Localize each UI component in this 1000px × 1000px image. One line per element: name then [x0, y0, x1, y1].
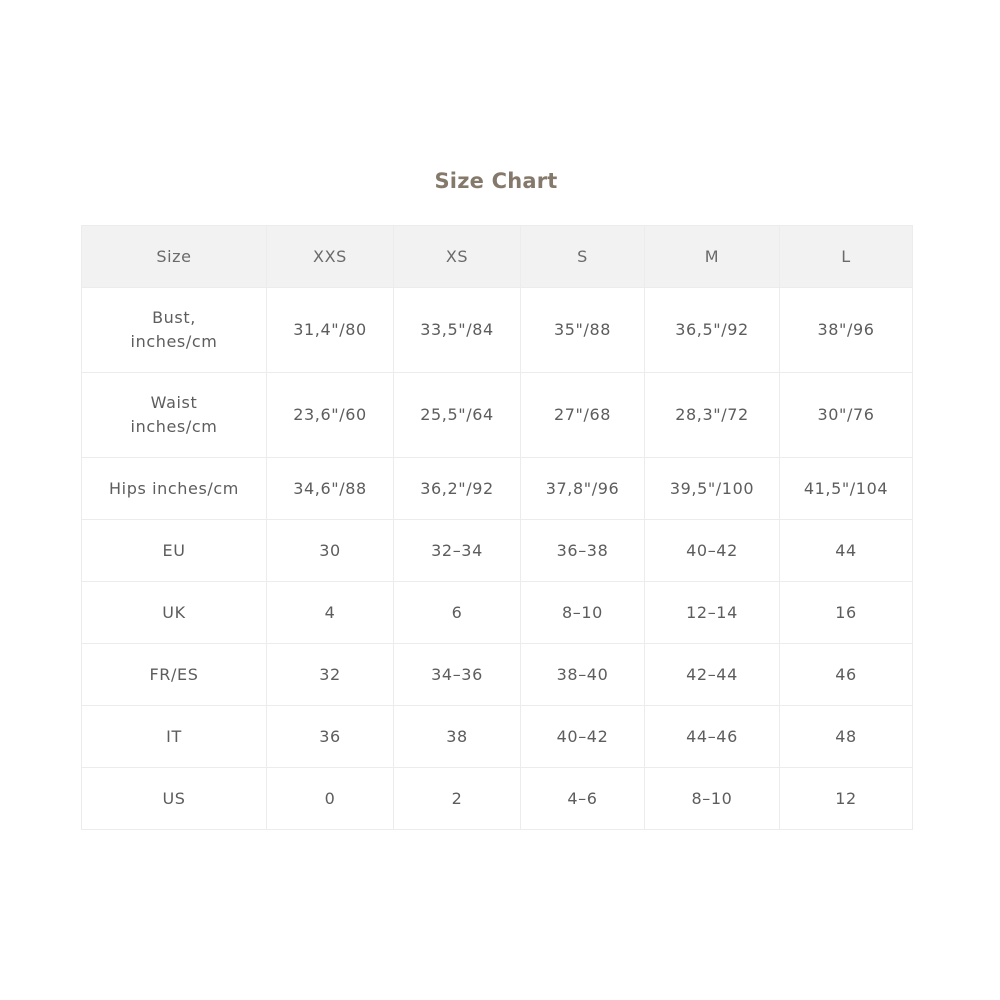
- table-cell: 36,2"/92: [394, 458, 521, 520]
- table-cell: 39,5"/100: [645, 458, 780, 520]
- table-cell: 36–38: [521, 520, 645, 582]
- table-row-hips: [82, 458, 913, 520]
- table-cell: 40–42: [521, 706, 645, 768]
- header-cell-s: S: [521, 226, 645, 288]
- row-label: [82, 582, 267, 644]
- size-chart-table: [81, 225, 913, 830]
- row-label: [82, 458, 267, 520]
- table-cell: 34,6"/88: [267, 458, 394, 520]
- header-cell-m: M: [645, 226, 780, 288]
- table-cell: 12–14: [645, 582, 780, 644]
- header-cell-size: Size: [82, 226, 267, 288]
- row-label-line: FR/ES: [149, 664, 199, 684]
- table-cell: 12: [780, 768, 913, 830]
- table-cell: 38"/96: [780, 288, 913, 373]
- row-label: [82, 373, 267, 458]
- table-cell: 33,5"/84: [394, 288, 521, 373]
- table-cell: 46: [780, 644, 913, 706]
- table-cell: 4: [267, 582, 394, 644]
- table-row-uk: [82, 582, 913, 644]
- table-cell: 30"/76: [780, 373, 913, 458]
- row-label-line: UK: [162, 602, 186, 622]
- table-cell: 44: [780, 520, 913, 582]
- table-cell: 8–10: [645, 768, 780, 830]
- table-cell: 30: [267, 520, 394, 582]
- table-cell: 42–44: [645, 644, 780, 706]
- header-cell-l: L: [780, 226, 913, 288]
- table-cell: 48: [780, 706, 913, 768]
- header-cell-xxs: XXS: [267, 226, 394, 288]
- table-cell: 32: [267, 644, 394, 706]
- row-label-line: Bust,: [152, 308, 196, 327]
- table-row-us: [82, 768, 913, 830]
- table-cell: 28,3"/72: [645, 373, 780, 458]
- table-cell: 27"/68: [521, 373, 645, 458]
- table-cell: 6: [394, 582, 521, 644]
- table-row-waist: [82, 373, 913, 458]
- table-cell: 34–36: [394, 644, 521, 706]
- row-label-line: Waist: [150, 393, 198, 412]
- row-label: [82, 706, 267, 768]
- table-cell: 38: [394, 706, 521, 768]
- row-label-line: inches/cm: [130, 417, 218, 436]
- table-cell: 0: [267, 768, 394, 830]
- table-row-it: [82, 706, 913, 768]
- row-label: [82, 288, 267, 373]
- table-cell: 4–6: [521, 768, 645, 830]
- table-header-row: [82, 226, 913, 288]
- table-cell: 8–10: [521, 582, 645, 644]
- row-label: [82, 520, 267, 582]
- table-row-bust: [82, 288, 913, 373]
- table-cell: 40–42: [645, 520, 780, 582]
- table-cell: 2: [394, 768, 521, 830]
- row-label-line: IT: [166, 726, 182, 746]
- page-title: Size Chart: [434, 169, 558, 193]
- table-cell: 23,6"/60: [267, 373, 394, 458]
- table-cell: 44–46: [645, 706, 780, 768]
- row-label-line: Hips inches/cm: [109, 478, 239, 498]
- row-label-line: US: [162, 788, 186, 808]
- table-cell: 38–40: [521, 644, 645, 706]
- table-cell: 41,5"/104: [780, 458, 913, 520]
- table-cell: 25,5"/64: [394, 373, 521, 458]
- table-cell: 16: [780, 582, 913, 644]
- header-cell-xs: XS: [394, 226, 521, 288]
- table-cell: 35"/88: [521, 288, 645, 373]
- table-cell: 32–34: [394, 520, 521, 582]
- table-row-eu: [82, 520, 913, 582]
- table-cell: 36,5"/92: [645, 288, 780, 373]
- table-cell: 37,8"/96: [521, 458, 645, 520]
- row-label-line: inches/cm: [130, 332, 218, 351]
- table-cell: 31,4"/80: [267, 288, 394, 373]
- row-label: [82, 644, 267, 706]
- table-row-fr-es: [82, 644, 913, 706]
- row-label-line: EU: [162, 540, 186, 560]
- table-cell: 36: [267, 706, 394, 768]
- row-label: [82, 768, 267, 830]
